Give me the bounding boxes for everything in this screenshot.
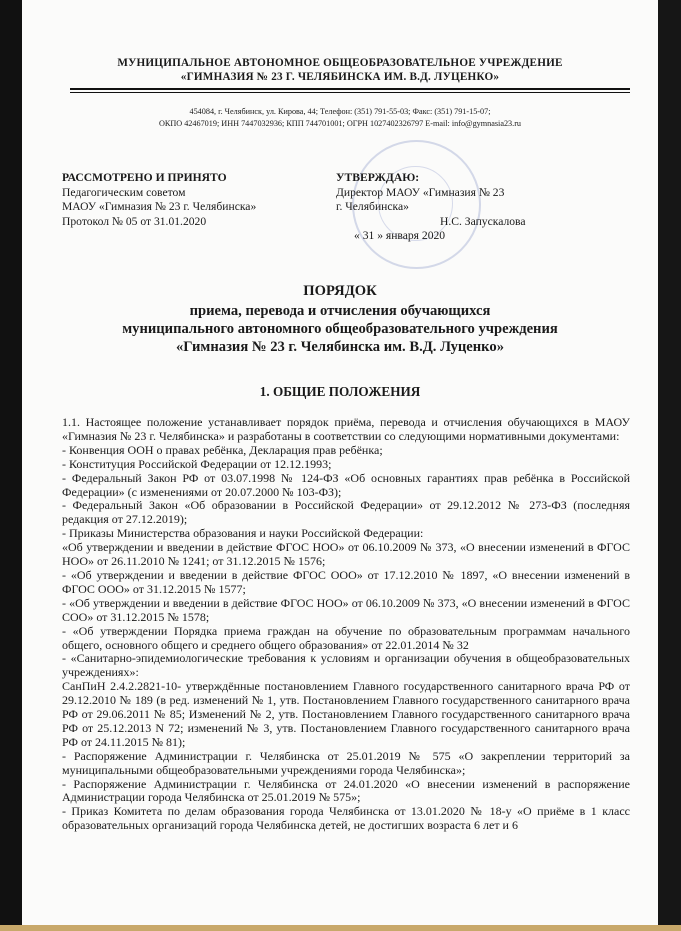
institution-header <box>22 56 658 84</box>
list-item: - Распоряжение Администрации г. Челябинска от 25.01.2019 № 575 «О закреплении территорий за муниципальными общеобразовательными учреждениями города Челябинска»; <box>62 748 630 777</box>
list-item: - Приказы Министерства образования и науки Российской Федерации: <box>62 526 424 541</box>
list-item: - «Об утверждении и введении в действие ФГОС НОО» от 06.10.2009 № 373, «О внесении изменений в ФГОС СОО» от 31.12.2015 № 1578; <box>62 595 630 624</box>
section-heading: 1. ОБЩИЕ ПОЛОЖЕНИЯ <box>259 384 421 399</box>
list-item: - «Санитарно-эпидемиологические требования к условиям и организации обучения в общеобразовательных учреждениях»: <box>62 651 630 680</box>
document-body <box>62 416 630 833</box>
list-item: - Федеральный Закон «Об образовании в Российской Федерации» от 29.12.2012 № 273-ФЗ (последняя редакция от 27.12.2019); <box>62 498 630 527</box>
scan-bottom-edge <box>0 925 681 931</box>
header-rule-thick <box>70 88 630 90</box>
paragraph: СанПиН 2.4.2.2821-10- утверждённые постановлением Главного государственного санитарного врача РФ от 29.12.2010 № 189 (в ред. изменений № 1, утв. Постановлением Главного государственного санитарного врача РФ от 29.06.2011 № 85; Изменений № 2, утв. Постановлением Главного государственного санитарного врача РФ от 25.12.2013 N 72; изменений № 3, утв. Постановлением Главного государственного санитарного врача РФ от 24.11.2015 № 81); <box>62 679 630 749</box>
approval-date: « 31 » января 2020 <box>354 229 446 242</box>
scan-edge-right <box>658 0 681 931</box>
list-item: «Об утверждении и введении в действие ФГОС НОО» от 06.10.2009 № 373, «О внесении изменений в ФГОС НОО» от 26.11.2010 № 1241; от 31.12.2015 № 1576; <box>62 540 630 569</box>
institution-address: 454084, г. Челябинск, ул. Кирова, 44; Телефон: (351) 791-55-03; Факс: (351) 791-15-07; <box>189 107 491 116</box>
director-signature-name: Н.С. Запускалова <box>440 214 526 228</box>
document-subtitle-1: приема, перевода и отчисления обучающихся <box>189 303 491 319</box>
approval-approved-heading: УТВЕРЖДАЮ: <box>336 171 420 184</box>
institution-name-line1: МУНИЦИПАЛЬНОЕ АВТОНОМНОЕ ОБЩЕОБРАЗОВАТЕЛЬНОЕ УЧРЕЖДЕНИЕ <box>117 57 563 69</box>
list-item: - Приказ Комитета по делам образования города Челябинска от 13.01.2020 № 18-у «О приёме в 1 класс образовательных организаций города Челябинска детей, не достигших возраста 6 лет и 6 <box>62 804 630 833</box>
list-item: - Федеральный Закон РФ от 03.07.1998 № 124-ФЗ «Об основных гарантиях прав ребёнка в Российской Федерации» (с изменениями от 20.07.2000 № 103-ФЗ); <box>62 470 630 499</box>
list-item: - «Об утверждении Порядка приема граждан на обучение по образовательным программам начального общего, основного общего и среднего общего образования» от 22.01.2014 № 32 <box>62 623 630 652</box>
institution-name-line2: «ГИМНАЗИЯ № 23 Г. ЧЕЛЯБИНСКА ИМ. В.Д. ЛУЦЕНКО» <box>180 71 500 83</box>
approval-considered: РАССМОТРЕНО И ПРИНЯТО Педагогическим советом МАОУ «Гимназия № 23 г. Челябинска» Протокол № 05 от 31.01.2020 <box>62 171 257 228</box>
institution-codes: ОКПО 42467019; ИНН 7447032936; КПП 744701001; ОГРН 1027402326797 E-mail: info@gymnasia23.ru <box>158 119 522 128</box>
approval-approved: УТВЕРЖДАЮ: Директор МАОУ «Гимназия № 23 г. Челябинска» Н.С. Запускалова « 31 » января 2020 <box>336 171 526 242</box>
paragraph: 1.1. Настоящее положение устанавливает порядок приёма, перевода и отчисления обучающихся в МАОУ «Гимназия № 23 г. Челябинска» и разработаны в соответствии со следующими нормативными документами: <box>62 415 630 443</box>
approval-considered-heading: РАССМОТРЕНО И ПРИНЯТО <box>62 171 227 184</box>
email-link[interactable]: info@gymnasia23.ru <box>451 119 522 128</box>
scan-edge-left <box>0 0 22 931</box>
list-item: - Конституция Российской Федерации от 12.12.1993; <box>62 456 332 471</box>
list-item: - «Об утверждении и введении в действие ФГОС ООО» от 17.12.2010 № 1897, «О внесении изменений в ФГОС ООО» от 31.12.2015 № 1577; <box>62 567 630 596</box>
document-page <box>22 0 658 931</box>
header-rule-thin <box>70 92 630 93</box>
list-item: - Конвенция ООН о правах ребёнка, Декларация прав ребёнка; <box>62 442 383 457</box>
document-subtitle-3: «Гимназия № 23 г. Челябинска им. В.Д. Луценко» <box>175 339 504 355</box>
document-subtitle-2: муниципального автономного общеобразовательного учреждения <box>122 321 558 337</box>
document-title: ПОРЯДОК <box>303 283 377 299</box>
list-item: - Распоряжение Администрации г. Челябинска от 24.01.2020 «О внесении изменений в распоряжение Администрации города Челябинска от 25.01.2019 № 575»; <box>62 776 630 805</box>
